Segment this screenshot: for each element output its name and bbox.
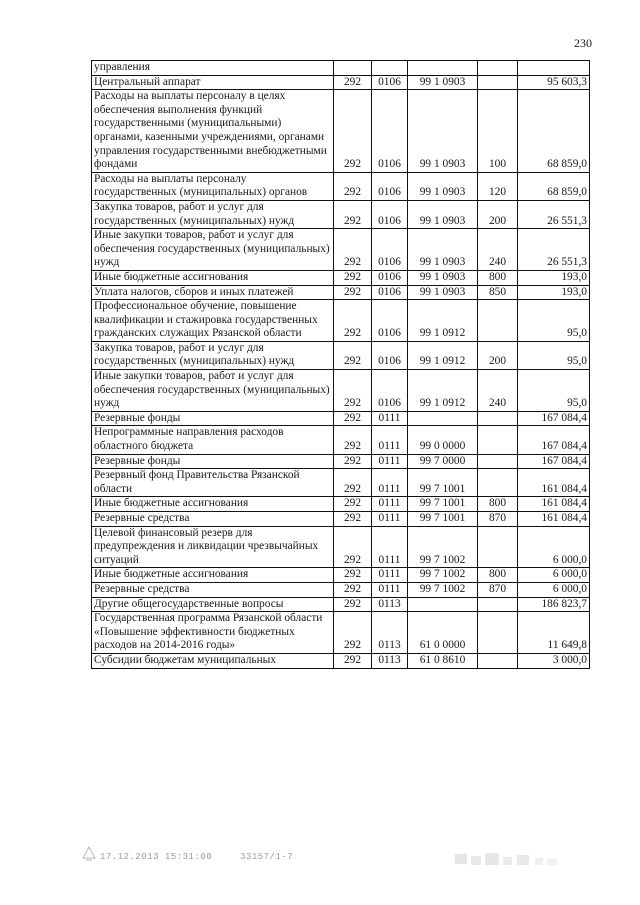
cell-expense-type: 240 [478,370,518,412]
cell-section: 0106 [372,270,408,285]
cell-name: Непрограммные направления расходов областного бюджета [92,426,334,454]
cell-target-article: 99 1 0903 [408,200,478,228]
cell-expense-type [478,411,518,426]
table-row [92,75,590,90]
table-row [92,497,590,512]
cell-section: 0106 [372,90,408,173]
cell-amount: 26 551,3 [518,229,590,271]
cell-ved: 292 [334,612,372,654]
cell-ved: 292 [334,90,372,173]
table-row [92,426,590,454]
cell-ved: 292 [334,172,372,200]
cell-name: Иные бюджетные ассигнования [92,568,334,583]
cell-amount: 167 084,4 [518,411,590,426]
cell-ved: 292 [334,469,372,497]
cell-amount: 95,0 [518,341,590,369]
cell-amount: 167 084,4 [518,454,590,469]
page-number: 230 [574,36,592,50]
table-row [92,597,590,612]
table-row [92,370,590,412]
cell-amount [518,61,590,76]
cell-target-article: 99 1 0903 [408,90,478,173]
cell-target-article: 99 1 0903 [408,75,478,90]
cell-section: 0111 [372,469,408,497]
cell-amount: 11 649,8 [518,612,590,654]
cell-section: 0106 [372,285,408,300]
cell-amount: 95 603,3 [518,75,590,90]
cell-name: Резервные фонды [92,454,334,469]
table-row [92,285,590,300]
cell-section [372,61,408,76]
cell-target-article: 99 1 0912 [408,341,478,369]
cell-target-article: 61 0 0000 [408,612,478,654]
doc-code: 33157/1-7 [240,852,294,862]
cell-amount: 26 551,3 [518,200,590,228]
cell-amount: 68 859,0 [518,90,590,173]
cell-ved: 292 [334,653,372,668]
cell-name: Центральный аппарат [92,75,334,90]
cell-target-article [408,597,478,612]
cell-name: Иные бюджетные ассигнования [92,497,334,512]
cell-ved: 292 [334,582,372,597]
cell-expense-type: 120 [478,172,518,200]
emblem-icon [82,846,96,862]
cell-expense-type: 850 [478,285,518,300]
cell-amount: 3 000,0 [518,653,590,668]
cell-section: 0111 [372,582,408,597]
footer-stamp [100,852,315,862]
cell-section: 0111 [372,526,408,568]
cell-section: 0113 [372,597,408,612]
cell-target-article: 99 7 1001 [408,512,478,527]
table-row [92,229,590,271]
table-row [92,411,590,426]
cell-name: Субсидии бюджетам муниципальных [92,653,334,668]
cell-expense-type: 200 [478,341,518,369]
cell-expense-type: 870 [478,582,518,597]
cell-expense-type [478,426,518,454]
cell-expense-type [478,469,518,497]
cell-target-article: 99 7 1001 [408,469,478,497]
cell-expense-type: 240 [478,229,518,271]
table-row [92,582,590,597]
cell-section: 0111 [372,568,408,583]
cell-expense-type [478,653,518,668]
table-row [92,454,590,469]
cell-ved: 292 [334,300,372,342]
cell-expense-type: 800 [478,568,518,583]
cell-section: 0111 [372,497,408,512]
cell-amount: 68 859,0 [518,172,590,200]
cell-target-article [408,411,478,426]
cell-name: Расходы на выплаты персоналу государственных (муниципальных) органов [92,172,334,200]
cell-name: Уплата налогов, сборов и иных платежей [92,285,334,300]
cell-name: Резервный фонд Правительства Рязанской области [92,469,334,497]
budget-table-body [92,61,590,669]
cell-expense-type [478,526,518,568]
cell-ved: 292 [334,75,372,90]
cell-target-article: 99 7 1002 [408,582,478,597]
cell-amount: 193,0 [518,285,590,300]
cell-name: Резервные средства [92,512,334,527]
cell-expense-type: 800 [478,497,518,512]
cell-name: Расходы на выплаты персоналу в целях обеспечения выполнения функций государственными (муниципальными) органами, казенными учреждениями, органами управления государственными внебюджетными фондами [92,90,334,173]
cell-amount: 6 000,0 [518,526,590,568]
cell-section: 0111 [372,512,408,527]
table-row [92,270,590,285]
cell-amount: 186 823,7 [518,597,590,612]
cell-amount: 95,0 [518,370,590,412]
table-row [92,341,590,369]
cell-ved [334,61,372,76]
budget-table [91,60,590,669]
cell-expense-type [478,597,518,612]
table-row [92,653,590,668]
cell-ved: 292 [334,229,372,271]
cell-section: 0113 [372,653,408,668]
cell-ved: 292 [334,426,372,454]
cell-ved: 292 [334,597,372,612]
cell-target-article [408,61,478,76]
table-row [92,512,590,527]
cell-target-article: 99 1 0903 [408,229,478,271]
scan-smudge [453,850,563,872]
cell-section: 0106 [372,200,408,228]
table-row [92,568,590,583]
cell-target-article: 61 0 8610 [408,653,478,668]
cell-ved: 292 [334,285,372,300]
cell-target-article: 99 0 0000 [408,426,478,454]
cell-target-article: 99 7 1001 [408,497,478,512]
cell-amount: 161 084,4 [518,469,590,497]
cell-target-article: 99 1 0903 [408,285,478,300]
cell-amount: 6 000,0 [518,568,590,583]
cell-name: Государственная программа Рязанской области «Повышение эффективности бюджетных расходов на 2014-2016 годы» [92,612,334,654]
cell-target-article: 99 1 0903 [408,172,478,200]
cell-section: 0106 [372,229,408,271]
cell-name: Резервные фонды [92,411,334,426]
cell-name: Закупка товаров, работ и услуг для государственных (муниципальных) нужд [92,200,334,228]
cell-name: Другие общегосударственные вопросы [92,597,334,612]
cell-ved: 292 [334,411,372,426]
cell-amount: 161 084,4 [518,497,590,512]
cell-section: 0106 [372,172,408,200]
cell-target-article: 99 7 1002 [408,568,478,583]
table-row [92,300,590,342]
cell-ved: 292 [334,568,372,583]
table-row [92,526,590,568]
cell-name: Профессиональное обучение, повышение квалификации и стажировка государственных гражданских служащих Рязанской области [92,300,334,342]
cell-expense-type: 200 [478,200,518,228]
cell-expense-type [478,612,518,654]
table-row [92,90,590,173]
cell-ved: 292 [334,270,372,285]
cell-name: Резервные средства [92,582,334,597]
cell-section: 0106 [372,75,408,90]
cell-expense-type: 800 [478,270,518,285]
cell-ved: 292 [334,526,372,568]
cell-ved: 292 [334,512,372,527]
cell-expense-type: 870 [478,512,518,527]
cell-expense-type [478,300,518,342]
cell-amount: 161 084,4 [518,512,590,527]
cell-name: Иные закупки товаров, работ и услуг для обеспечения государственных (муниципальных) нужд [92,229,334,271]
cell-name: Иные закупки товаров, работ и услуг для обеспечения государственных (муниципальных) нужд [92,370,334,412]
table-row [92,469,590,497]
cell-section: 0111 [372,426,408,454]
cell-name: Закупка товаров, работ и услуг для государственных (муниципальных) нужд [92,341,334,369]
cell-ved: 292 [334,370,372,412]
cell-expense-type [478,61,518,76]
cell-ved: 292 [334,497,372,512]
cell-amount: 167 084,4 [518,426,590,454]
cell-section: 0106 [372,300,408,342]
cell-name: управления [92,61,334,76]
cell-expense-type [478,75,518,90]
cell-ved: 292 [334,341,372,369]
table-row [92,172,590,200]
cell-target-article: 99 7 1002 [408,526,478,568]
cell-name: Целевой финансовый резерв для предупреждения и ликвидации чрезвычайных ситуаций [92,526,334,568]
cell-expense-type: 100 [478,90,518,173]
cell-target-article: 99 7 0000 [408,454,478,469]
cell-amount: 193,0 [518,270,590,285]
cell-section: 0111 [372,411,408,426]
cell-ved: 292 [334,454,372,469]
cell-amount: 95,0 [518,300,590,342]
cell-ved: 292 [334,200,372,228]
table-row [92,200,590,228]
cell-section: 0111 [372,454,408,469]
cell-name: Иные бюджетные ассигнования [92,270,334,285]
table-row [92,612,590,654]
cell-target-article: 99 1 0903 [408,270,478,285]
cell-target-article: 99 1 0912 [408,370,478,412]
cell-section: 0106 [372,370,408,412]
stamp-datetime: 17.12.2013 15:31:00 [100,852,213,862]
cell-amount: 6 000,0 [518,582,590,597]
cell-section: 0113 [372,612,408,654]
cell-expense-type [478,454,518,469]
table-row [92,61,590,76]
cell-target-article: 99 1 0912 [408,300,478,342]
cell-section: 0106 [372,341,408,369]
